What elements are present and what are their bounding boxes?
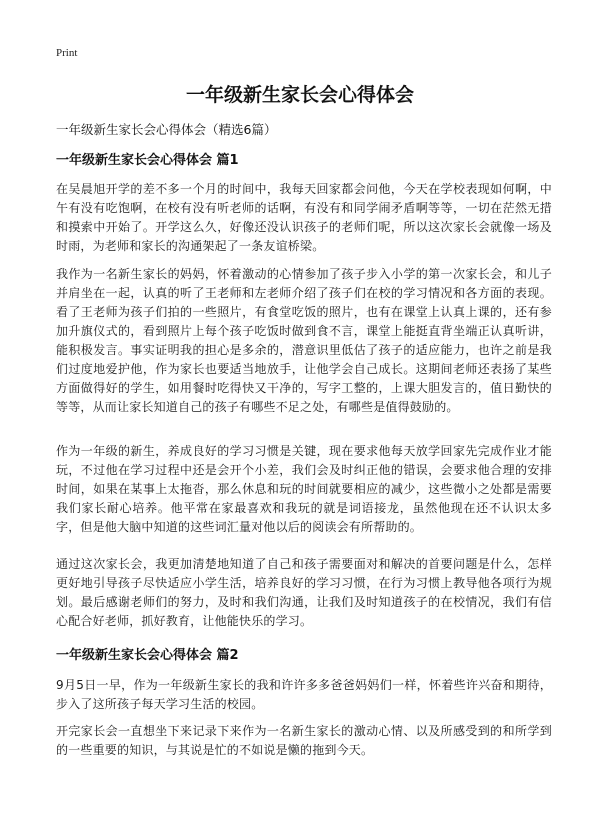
section-2-paragraph-1: 9月5日一早，作为一年级新生家长的我和许许多多爸爸妈妈们一样，怀着些许兴奋和期待，步入了这所孩子每天学习生活的校园。 — [56, 678, 552, 711]
section-1-paragraph-4: 通过这次家长会，我更加清楚地知道了自己和孩子需要面对和解决的首要问题是什么，怎样更好地引导孩子尽快适应小学生活，培养良好的学习习惯，在行为习惯上教导他各项行为规划。最后感谢老师们的努力，及时和我们沟通，让我们及时知道孩子的在校情况，我们有信心配合好老师，抓好教育，让他能快乐的学习。 — [56, 557, 552, 628]
document-subtitle: 一年级新生家长会心得体会（精选6篇） — [56, 122, 277, 137]
section-1-paragraph-3: 作为一年级的新生，养成良好的学习习惯是关键，现在要求他每天放学回家先完成作业才能玩，不过他在学习过程中还是会开个小差，我们会及时纠正他的错误，会要求他合理的安排时间，如果在某事上太拖沓，那么休息和玩的时间就要相应的减少，这些微小之处都是需要我们家长耐心培养。他平常在家最喜欢和我玩的就是词语接龙，虽然他现在还不认识太多字，但是他大脑中知道的这些词汇量对他以后的阅读会有所帮助的。 — [56, 444, 552, 534]
section-1-paragraph-2: 我作为一名新生家长的妈妈，怀着激动的心情参加了孩子步入小学的第一次家长会，和儿子并肩坐在一起，认真的听了王老师和左老师介绍了孩子们在校的学习情况和各方面的表现。看了王老师为孩子们拍的一些照片，有食堂吃饭的照片，也有在课堂上认真上课的，还有参加升旗仪式的，看到照片上每个孩子吃饭时做到食不言，课堂上能挺直背坐端正认真听讲，能积极发言。事实证明我的担心是多余的，潜意识里低估了孩子的适应能力，也许之前是我们过度地爱护他，作为家长也要适当地放手，让他学会自己成长。这期间老师还表扬了某些方面做得好的学生，如用餐时吃得快又干净的，写字工整的，上课大胆发言的，值日勤快的等等，从而让家长知道自己的孩子有哪些不足之处，有哪些是值得鼓励的。 — [56, 267, 552, 414]
section-1-paragraph-1: 在吴晨旭开学的差不多一个月的时间中，我每天回家都会问他，今天在学校表现如何啊，中午有没有吃饱啊，在校有没有听老师的话啊，有没有和同学闹矛盾啊等等，一切在茫然无措和摸索中开始了。开学这么久，好像还没认识孩子的老师们呢，所以这次家长会就像一场及时雨，为老师和家长的沟通架起了一条友谊桥梁。 — [56, 182, 552, 253]
page-title: 一年级新生家长会心得体会 — [185, 84, 414, 106]
section-heading-2: 一年级新生家长会心得体会 篇2 — [56, 648, 239, 663]
section-heading-1: 一年级新生家长会心得体会 篇1 — [56, 153, 239, 168]
section-2-paragraph-2: 开完家长会一直想坐下来记录下来作为一名新生家长的激动心情、以及所感受到的和所学到的一些重要的知识，与其说是忙的不如说是懒的拖到今天。 — [56, 724, 552, 757]
print-link[interactable]: Print — [56, 47, 78, 59]
